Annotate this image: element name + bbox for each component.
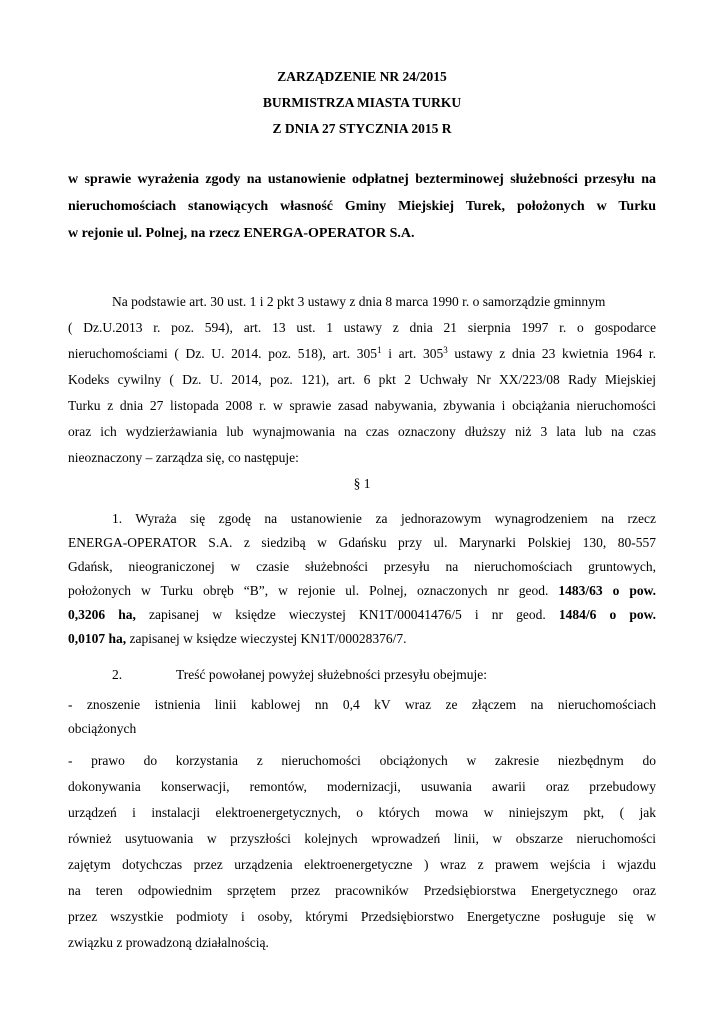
preamble-line: Na podstawie art. 30 ust. 1 i 2 pkt 3 ustawy z dnia 8 marca 1990 r. o samorządzie gminnym: [112, 294, 606, 309]
preamble-line: nieruchomościami ( Dz. U. 2014. poz. 518), art. $305^1$ i art. $305^3$ ustawy z dnia 23 kwietnia 1964 r.: [68, 345, 656, 361]
bullet-line: obciążonych: [68, 721, 137, 736]
bullet-line: dokonywania konserwacji, remontów, modernizacji, usuwania awarii oraz przebudowy: [68, 779, 656, 794]
document-date: Z DNIA 27 STYCZNIA 2015 R: [272, 121, 452, 136]
preamble-line: nieoznaczony – zarządza się, co następuje:: [68, 450, 299, 465]
point-1-paragraph: [68, 507, 656, 651]
parcel-1-area: 0,3206 ha,: [68, 607, 136, 622]
bullet-line: również usytuowania w przyszłości kolejnych wprowadzeń linii, w obszarze nieruchomości: [68, 831, 656, 846]
point-1-line: Gdańsk, nieograniczonej w czasie służebności przesyłu na nieruchomościach gruntowych,: [68, 559, 656, 574]
bullet-line: zajętym dotychczas przez urządzenia elektroenergetyczne ) wraz z prawem wejścia i wjazdu: [68, 857, 656, 872]
parcel-2-number: 1484/6 o pow.: [558, 607, 657, 622]
point-2-number: 2.: [112, 667, 123, 682]
point-2-line: 2. Treść powołanej powyżej służebności przesyłu obejmuje:: [68, 662, 656, 688]
bullet-line: - prawo do korzystania z nieruchomości obciążonych w zakresie niezbędnym do: [68, 753, 656, 768]
point-1-line: ENERGA-OPERATOR S.A. z siedzibą w Gdańsku przy ul. Marynarki Polskiej 130, 80-557: [68, 535, 656, 550]
subject-line: w rejonie ul. Polnej, na rzecz ENERGA-OPERATOR S.A.: [68, 226, 415, 241]
document-title: ZARZĄDZENIE NR 24/2015: [277, 69, 447, 84]
preamble-line: ( Dz.U.2013 r. poz. 594), art. 13 ust. 1 ustawy z dnia 21 sierpnia 1997 r. o gospodarce: [68, 320, 656, 335]
preamble-line: oraz ich wydzierżawiania lub wynajmowania na czas oznaczony dłuższy niż 3 lata lub na czas: [68, 424, 656, 439]
point-1-line: 1. Wyraża się zgodę na ustanowienie za jednorazowym wynagrodzeniem na rzecz: [112, 511, 656, 526]
bullet-line: urządzeń i instalacji elektroenergetycznych, o których mowa w niniejszym pkt, ( jak: [68, 805, 656, 820]
bullet-line: na teren odpowiednim sprzętem przez pracowników Przedsiębiorstwa Energetycznego oraz: [68, 883, 656, 898]
bullet-line: związku z prowadzoną działalnością.: [68, 935, 269, 950]
bullet-line: - znoszenie istnienia linii kablowej nn 0,4 kV wraz ze złączem na nieruchomościach: [68, 697, 656, 712]
superscript: 1: [377, 345, 382, 355]
superscript: 3: [443, 345, 448, 355]
bullet-2: [68, 748, 656, 956]
point-1-line: 0,3206 ha, zapisanej w księdze wieczystej KN1T/00041476/5 i nr geod. 1484/6 o pow.: [68, 607, 657, 622]
bullet-line: przez wszystkie podmioty i osoby, którymi Przedsiębiorstwo Energetyczne posługuje się w: [68, 909, 656, 924]
preamble-line: Turku z dnia 27 listopada 2008 r. w sprawie zasad nabywania, zbywania i obciążania nieruchomości: [68, 398, 656, 413]
parcel-2-area: 0,0107 ha,: [68, 631, 127, 646]
preamble-paragraph: [68, 289, 656, 471]
subject-line: w sprawie wyrażenia zgody na ustanowienie odpłatnej bezterminowej służebności przesyłu na: [68, 172, 656, 187]
issuer-title: BURMISTRZA MIASTA TURKU: [262, 95, 462, 110]
subject-block: [68, 166, 656, 247]
subject-line: nieruchomościach stanowiących własność Gminy Miejskiej Turek, położonych w Turku: [68, 199, 656, 214]
point-1-line: 0,0107 ha, zapisanej w księdze wieczystej KN1T/00028376/7.: [68, 631, 407, 646]
preamble-line: Kodeks cywilny ( Dz. U. 2014, poz. 121), art. 6 pkt 2 Uchwały Nr XX/223/08 Rady Miejskiej: [68, 372, 656, 387]
bullet-1: [68, 693, 656, 741]
section-mark: § 1: [353, 476, 371, 491]
point-1-line: położonych w Turku obręb “B”, w rejonie ul. Polnej, oznaczonych nr geod. 1483/63 o pow.: [68, 583, 657, 598]
parcel-1-number: 1483/63 o pow.: [558, 583, 657, 598]
